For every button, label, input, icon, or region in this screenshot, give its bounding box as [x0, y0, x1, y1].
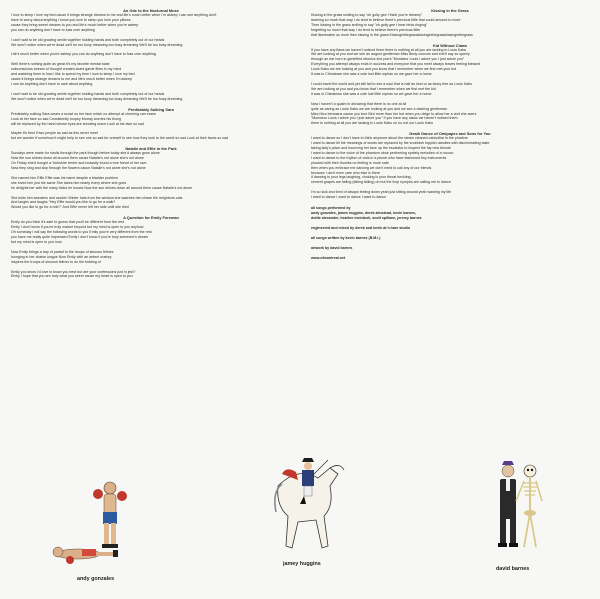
- lyric-line: Predictably sulking Sara wears a scowl on her face which no attempt at cheering can erase: [11, 111, 156, 116]
- stanza: [11, 250, 291, 265]
- stanza: [311, 48, 589, 77]
- lyric-line: I could travel the world and yet still fail to see a soul that is half as kind or as fancy free as Louis Kabu: [311, 81, 473, 86]
- credit-block: [311, 256, 589, 261]
- lyric-line: Emily you know I'd love to know you best but are your confessions just in jest?: [11, 269, 136, 274]
- lyric-line: I love to sleep I love my bed cause it brings strange dreams to me and life's much better when I'm asleep I can see anything don't: [11, 13, 217, 17]
- stanza: [311, 82, 589, 97]
- song-title: Kid Without Claws: [432, 42, 468, 48]
- stanza: [11, 112, 291, 127]
- lyric-line: And laughs and laughs "Hey Effie would you like to go for a walk?: [11, 200, 116, 205]
- lyric-line: "Monsieur Louis I adore you I just adore you" If you have any claws we haven't noticed them: [311, 116, 458, 121]
- lyric-line: On Friday she'd bought a Yorkshire terrier and instantly found a true friend of her own: [11, 161, 147, 166]
- lyric-line: We won't notice when we're dead we'll be too busy dreaming too busy dreaming We'll be too busy dreaming: [11, 96, 183, 101]
- song: [11, 146, 291, 210]
- lyric-line: Now they sing and skip through the flowers cause Natalie's not alone she's not alone: [11, 165, 146, 170]
- credit-line: all songs performed by: [311, 206, 351, 211]
- credits: [311, 206, 589, 260]
- stanza: [11, 52, 291, 57]
- left-lyrics-column: [11, 8, 291, 284]
- lyric-line: cement grapes are falling (falling falling) oh but the limp nymphs are calling me to dance: [311, 180, 451, 185]
- lyric-line: It was in Chinatown she was a cute lost little orphan so we gave her a home: [311, 72, 432, 77]
- credit-block: [311, 236, 589, 241]
- credit-line: artwork by david barnes: [311, 245, 353, 250]
- lyric-line: Now the sun shines down all around them cause Natalie's not alone she's not alone: [11, 156, 144, 161]
- lyric-line: If you have any flaws we haven't noticed them there is nothing at all you are lacking in Louis Kabu: [311, 47, 467, 52]
- lyric-line: Maybe it's best if two people as sad as this never meet: [11, 131, 98, 136]
- lyric-line: learning so much that way I do tend to believe there's precious little that could amount to more: [311, 17, 461, 22]
- lyric-line: Louis Kabu we are looking at you and you know that I remember when we first met your kid: [311, 67, 457, 72]
- stanza: [11, 151, 291, 171]
- lyric-line: will be replaced by the hand whose eyes are shooting mace Look at his face so sad: [11, 121, 144, 126]
- credit-block: [311, 246, 589, 251]
- right-songs: [311, 8, 589, 200]
- song-title: Predictably Sulking Sara: [128, 106, 174, 112]
- stanza: [11, 38, 291, 48]
- lyric-line: that illuminates us more then kissing in the grass Kissinginthegrasskissinginthegrasskissinginthegrass: [311, 32, 473, 37]
- right-lyrics-column: [311, 8, 589, 265]
- lyric-line: Emily I hope that you are truly what you seem cause my heart is open to you: [11, 274, 133, 279]
- stanza: [311, 190, 589, 200]
- credit-line: andy gonzales, james huggins, derek almstead, kevin barnes,: [311, 211, 417, 215]
- song-title: A Question for Emily Foreman: [123, 215, 179, 221]
- lyric-line: Look at her face so sad Consistently mopey Murray worries his thong: [11, 116, 122, 121]
- stanza: [311, 13, 589, 38]
- lyric-line: Emily do you think it's safe to guess that you'll be different from the rest: [11, 220, 124, 225]
- lyric-line: through an ear horn in gentrified ebonics she purrs "Monsieur Louis I adore you I just adore you": [311, 57, 464, 62]
- song-title: Natalie and Effie in the Park: [125, 146, 177, 152]
- lyric-line: I want to dance so I don't have to think anymore about the steam cleaned caterpillar in the pinafore: [311, 136, 468, 141]
- lyric-line: she loved him just the same She takes him nearly every where she goes: [11, 180, 127, 185]
- horse-rider-illustration: [268, 456, 350, 560]
- lyric-line: Would you like to go for a ride?" And Effie never left her side until she died: [11, 205, 129, 210]
- song: [11, 215, 291, 279]
- lyric-line: I can do anything don't have to care about anything: [11, 81, 93, 86]
- stanza: [311, 102, 589, 127]
- stanza: [11, 13, 291, 33]
- boxer-illustration: [48, 470, 148, 570]
- lyric-line: but my mind is open to you now: [11, 239, 62, 244]
- lyric-line: Life's much better when you're asleep you can do anything don't have to fuss over anything: [11, 52, 156, 57]
- lyric-line: I can't wait to be old growing senile together holding hands and both completely out of our heads: [11, 37, 165, 42]
- credit-line: engineered and mixed by derek and kevin at h.hare studio: [311, 225, 411, 230]
- song-title: Kissing in the Grass: [431, 8, 469, 13]
- lyric-line: Then kissing in the grass smiling to say "oh golly gee I hear birds ringing": [311, 22, 428, 27]
- lyric-line: subconscious stream of thought creates avant garde films in my mind: [11, 67, 122, 72]
- lyric-line: if dancing is your legs laughing, choking is your throat heckling,: [311, 175, 412, 180]
- lyric-line: She knits him sweaters and woolen Winter hats from the window she watches him chase the neighbors cats: [11, 195, 183, 200]
- lyric-line: you can do anything don't have to fuss over anything: [11, 27, 95, 32]
- lyric-line: inspires the troops of sinuous felines to do the bidding of: [11, 259, 101, 264]
- lyric-line: you have me really quite impressed Emily I don't know if you're truly someone's dream: [11, 235, 149, 239]
- stanza: [11, 131, 291, 141]
- lyric-line: and watching them is how I like to spend my time I love to sleep I love my bed: [11, 72, 135, 77]
- song: [11, 8, 291, 102]
- song: [311, 43, 589, 127]
- lyric-line: then when you embrace me dancing we don't need to call any of our friends: [311, 165, 432, 170]
- credit-line: www.ofmontreal.net: [311, 255, 346, 260]
- lyric-line: Everything you attempt always ends in success and everyone that you meet always leaves feeling blessed: [311, 62, 481, 67]
- stanza: [11, 270, 291, 280]
- caption-jamey: jamey huggins: [283, 561, 321, 567]
- lyric-line: Kissing in the grass smiling to say "oh golly gee I think you're dreamy": [311, 13, 423, 17]
- credit-block: [311, 206, 589, 221]
- lyric-line: quite as caring as Louis Kabu we are looking at you and we see a dashing gentleman: [311, 106, 447, 111]
- lyric-line: cause they bring sweet dreams to you and life's much better when you're asleep: [11, 22, 139, 27]
- caption-david: david barnes: [496, 566, 530, 572]
- song: [11, 107, 291, 142]
- skeleton-illustration: [480, 455, 550, 560]
- lyric-line: Now Emily brings a tray of parfait to the troops of sinuous felines: [11, 249, 114, 254]
- lyric-line: I want to dance to the rhythm of owls in a plumb who have fashioned tiny instruments: [311, 155, 447, 160]
- lyric-line: have to worry about anything I know you love to sleep you love your pillows: [11, 17, 131, 22]
- lyric-line: I'm so sick and tired of always feeling down yeah just sitting around yeah wasting my life: [311, 190, 452, 195]
- credit-line: all songs written by kevin barnes (B.M.I.): [311, 235, 381, 240]
- lyric-line: Emily I don't know if you're truly mature beyond but my mind is open to you anyhow: [11, 225, 144, 230]
- lyric-line: cause it brings strange dreams to me and life's much better when I'm asleep: [11, 77, 133, 82]
- lyric-line: Now I haven't a qualm in declaring that there is no one at all: [311, 101, 407, 106]
- stanza: [11, 62, 291, 87]
- lyric-line: but we wonder if somehow it might help to see one so sad for oneself to see how they look to the world so sad Look at their faces so sad: [11, 136, 228, 141]
- lyric-line: Miss Nico bemoans cause you love Bird more than her but when you deign to allow her a visit she avers: [311, 111, 477, 116]
- song-title: Death Dance of Omipapes and Sons for You: [409, 131, 491, 137]
- lyric-line: I can't wait to be old growing senile together holding hands and both completely out of our heads: [11, 91, 165, 96]
- lyric-line: forgetting so much that way I do tend to believe there's precious little: [311, 27, 420, 32]
- lyric-line: I want to dance I want to dance I want to dance: [311, 195, 387, 200]
- lyric-line: Oh someday I will say the following words to you Emily you're very different from the rest: [11, 230, 152, 235]
- lyric-line: plucked with their thumbs no feeling is more safe: [311, 160, 389, 165]
- lyric-line: because I don't even care who else is there: [311, 170, 381, 175]
- lyric-line: Sundays were made for strolls through the park though before today she'd always gone alone: [11, 151, 160, 156]
- lyric-line: lounging in her chaise longue Now Emily with an ardent oratory: [11, 254, 112, 259]
- song-title: An Ode to the Nocturnal Muse: [123, 8, 179, 13]
- lyric-line: I want to dance till the meanings of words are replaced by the snobbish foppish dandies with discriminating taste: [311, 141, 490, 146]
- lyric-line: there is nothing at all you are lacking in Louis Kabu no no not our Louis Kabu: [311, 121, 434, 126]
- lyric-line: I want to dance to the voice of the phantom oboe performing spritely melodies of a rococo: [311, 150, 454, 155]
- lyric-line: We are looking at you and you know that I remember when we first met the kid: [311, 86, 436, 91]
- lyric-line: She named him Effie Effie was his name despite a bladder problem: [11, 175, 118, 180]
- credit-line: dottie alexander, heather mcintosh, scott spillane, jeremy barnes: [311, 215, 422, 220]
- lyric-line: he delights her with the many tricks he knows Now the sun shines down all around them cause Natalie's not alone: [11, 185, 193, 190]
- stanza: [11, 220, 291, 245]
- stanza: [311, 136, 589, 185]
- lyric-line: Well there's nothing quite as great it's my favorite mental state: [11, 62, 110, 67]
- caption-andy: andy gonzales: [77, 576, 115, 582]
- stanza: [11, 176, 291, 191]
- lyric-line: We are looking at you and we see an august gentleman Miss Birdy concurs and she'll say so openly: [311, 52, 470, 57]
- credit-block: [311, 226, 589, 231]
- lyric-line: taking lady's place and bouncing her face up the escalator to inspect the fay new blonde: [311, 146, 451, 151]
- stanza: [11, 92, 291, 102]
- lyric-line: it was in Chinatown she was a cute lost little orphan so we gave her a home: [311, 91, 432, 96]
- song: [311, 131, 589, 200]
- lyric-line: We won't notice when we're dead we'll be too busy dreaming too busy dreaming We'll be too busy dreaming: [11, 42, 183, 47]
- song: [311, 8, 589, 38]
- stanza: [11, 196, 291, 211]
